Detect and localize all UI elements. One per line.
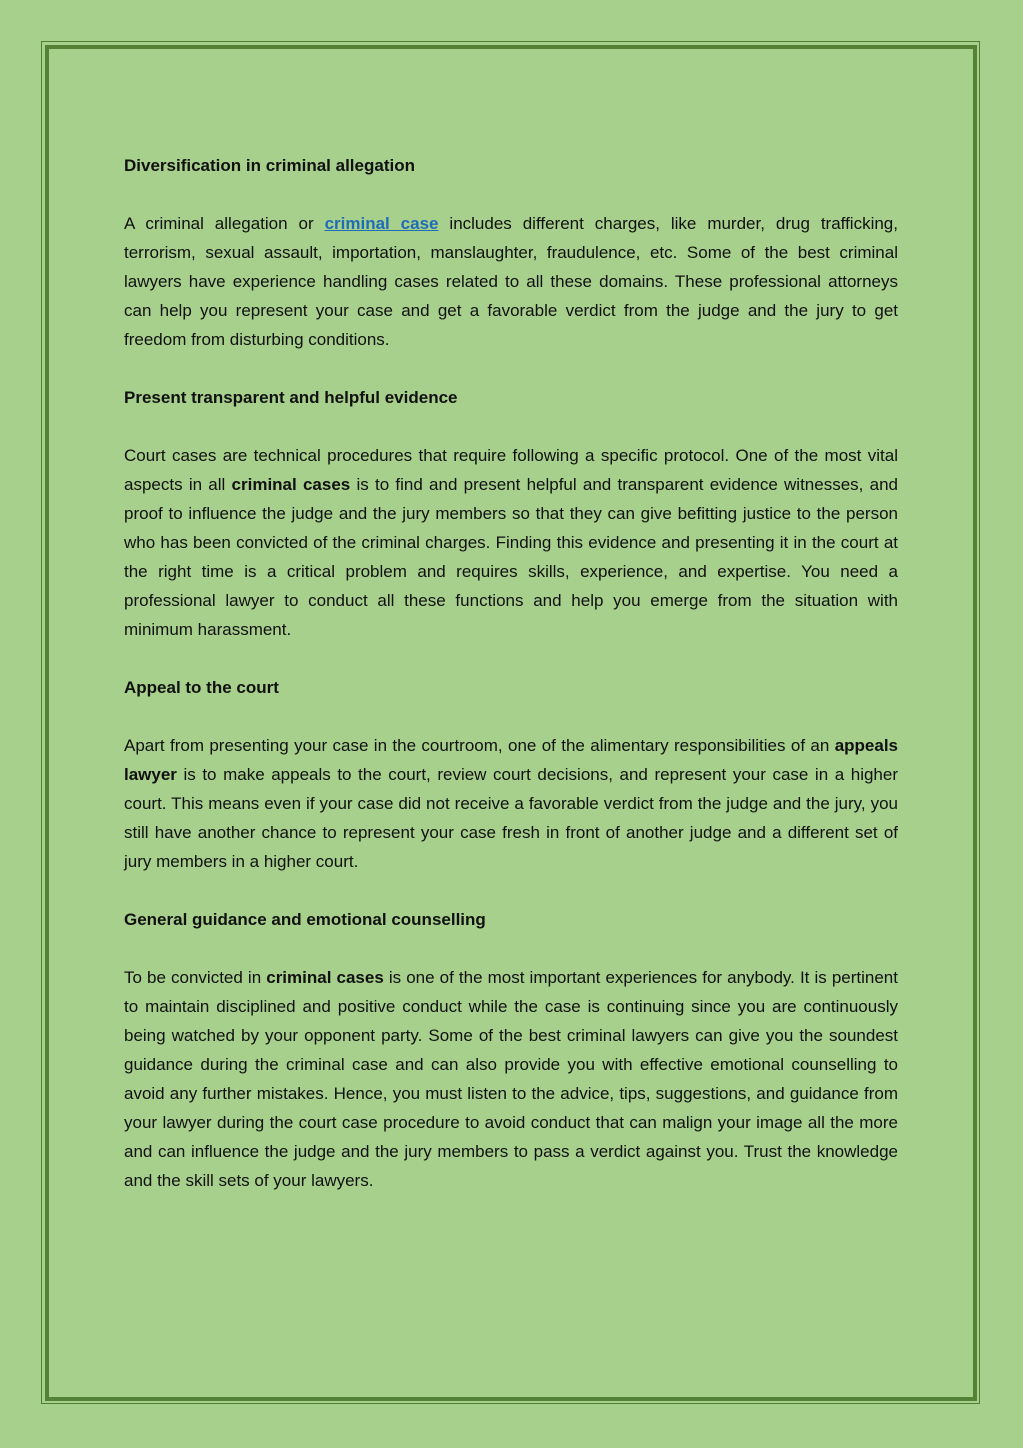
section-paragraph [124,731,898,876]
bold-term: criminal cases [266,968,384,987]
criminal-case-link[interactable]: criminal case [324,214,439,233]
section-heading: Diversification in criminal allegation [124,156,415,175]
paragraph-text: is to make appeals to the court, review court decisions, and represent your case in a higher court. This means even if your case did not receive a favorable verdict from the judge and the jury, you still have another chance to represent your case fresh in front of another judge and a different set of jury members in a higher court. [124,765,898,871]
paragraph-text: A criminal allegation or [124,214,325,233]
paragraph-text: includes different charges, like murder, drug trafficking, terrorism, sexual assault, importation, manslaughter, fraudulence, etc. Some of the best criminal lawyers have experience handling cases related to all these domains. These professional attorneys can help you represent your case and get a favorable verdict from the judge and the jury to get freedom from disturbing conditions. [124,214,898,349]
bold-term: criminal cases [231,475,351,494]
paragraph-text: Court cases are technical procedures that require following a specific protocol. One of the most vital aspects in all [124,446,898,494]
document-body [124,151,898,1224]
section-heading: Appeal to the court [124,678,279,697]
section-paragraph [124,963,898,1195]
section-paragraph [124,441,898,644]
paragraph-text: is to find and present helpful and transparent evidence witnesses, and proof to influence the judge and the jury members so that they can give befitting justice to the person who has been convicted of the criminal charges. Finding this evidence and presenting it in the court at the right time is a critical problem and requires skills, experience, and expertise. You need a professional lawyer to conduct all these functions and help you emerge from the situation with minimum harassment. [124,475,898,639]
paragraph-text: Apart from presenting your case in the courtroom, one of the alimentary responsibilities of an [124,736,835,755]
paragraph-text: To be convicted in [124,968,267,987]
bold-term: appeals lawyer [124,736,898,784]
section-heading: General guidance and emotional counselling [124,910,486,929]
section-paragraph [124,209,898,354]
paragraph-text: is one of the most important experiences for anybody. It is pertinent to maintain disciplined and positive conduct while the case is continuing since you are continuously being watched by your opponent party. Some of the best criminal lawyers can give you the soundest guidance during the criminal case and can also provide you with effective emotional counselling to avoid any further mistakes. Hence, you must listen to the advice, tips, suggestions, and guidance from your lawyer during the court case procedure to avoid conduct that can malign your image all the more and can influence the judge and the jury members to pass a verdict against you. Trust the knowledge and the skill sets of your lawyers. [124,968,898,1190]
section-heading: Present transparent and helpful evidence [124,388,458,407]
